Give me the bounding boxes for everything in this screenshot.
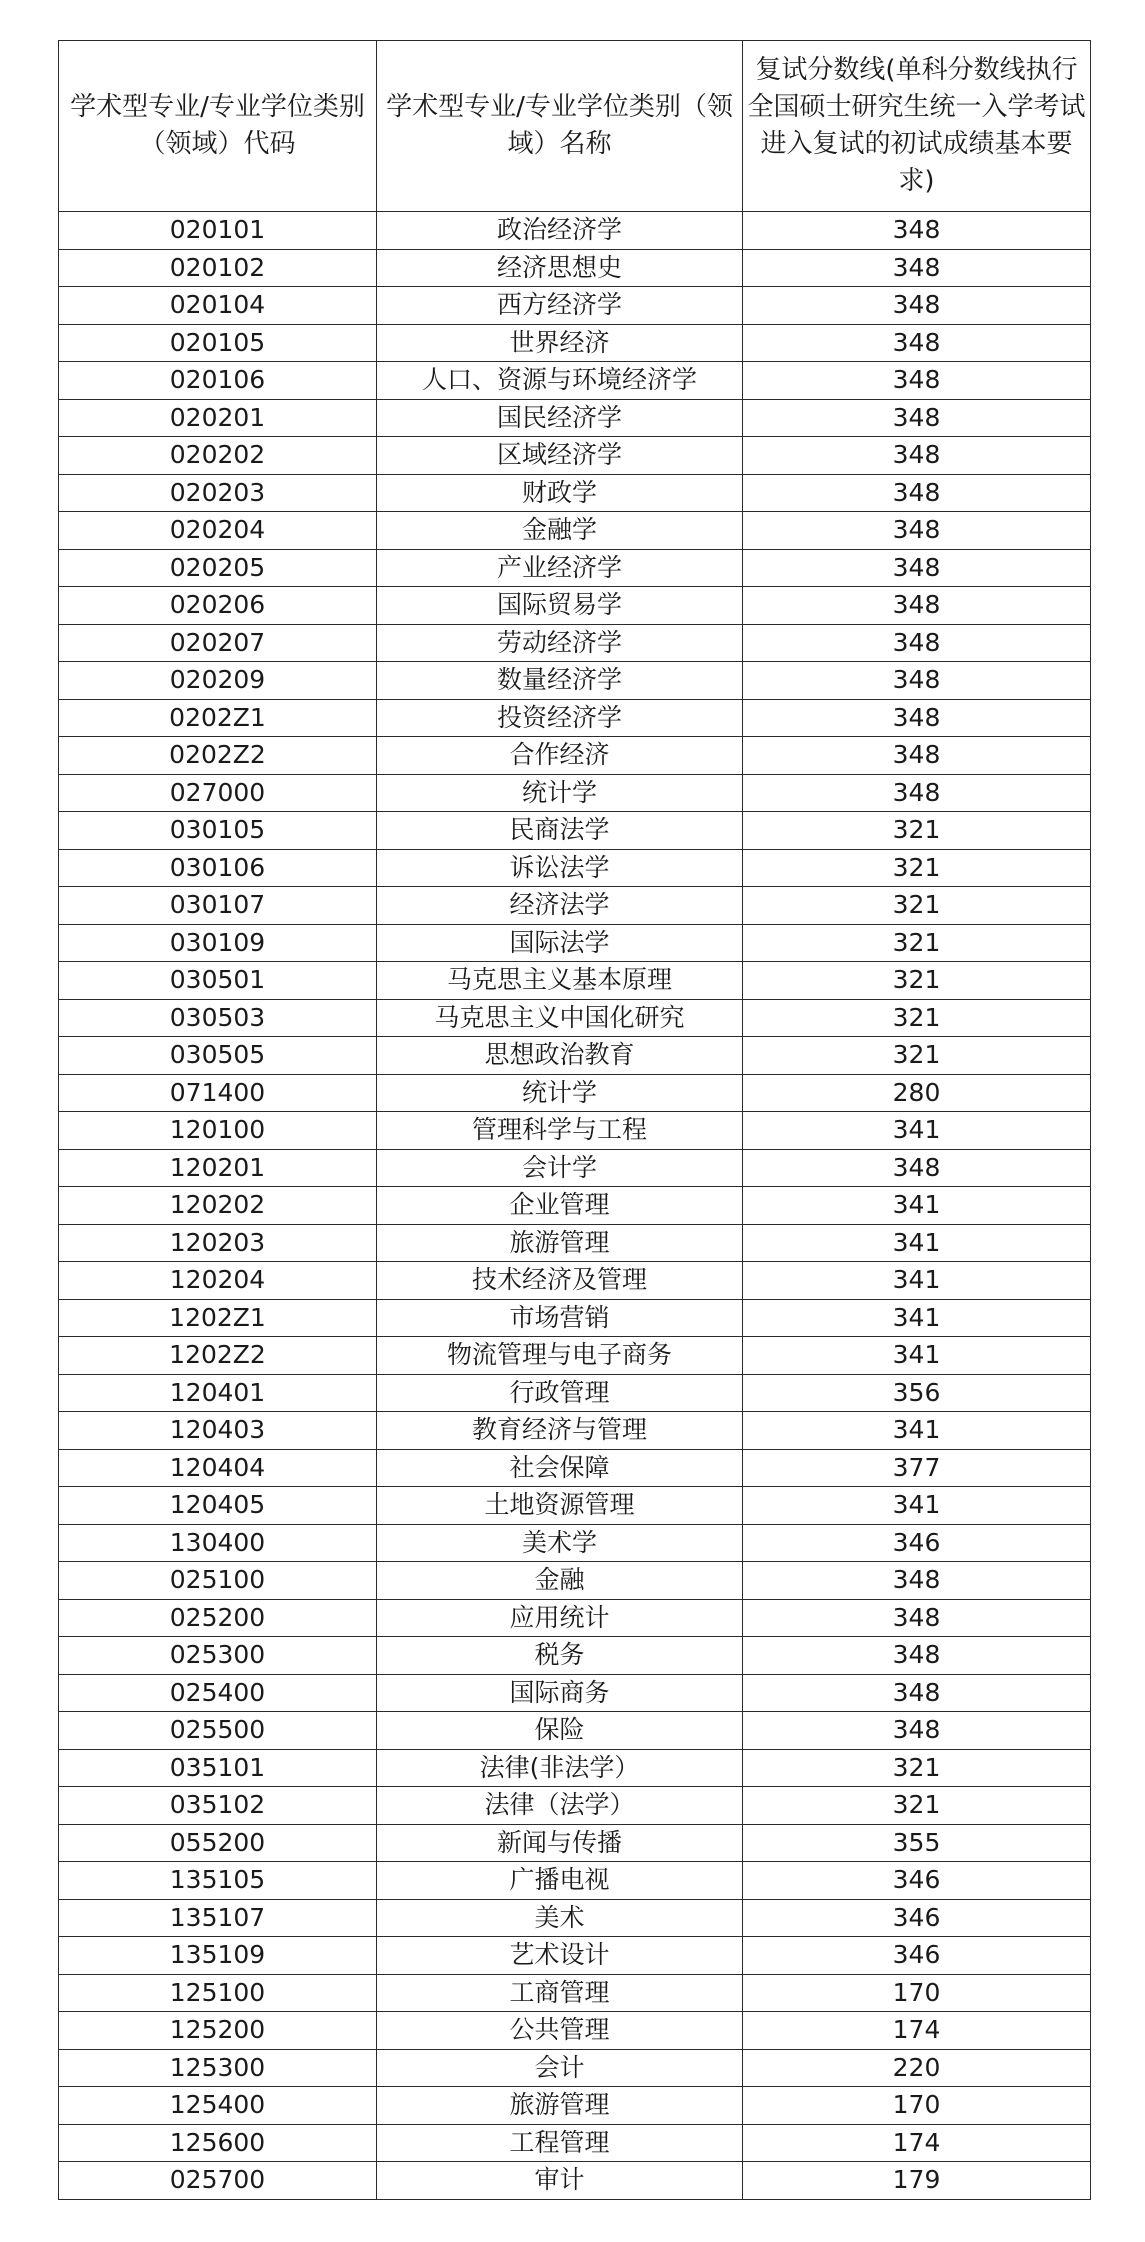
cell-code: 120201 <box>59 1149 377 1187</box>
cell-name: 马克思主义中国化研究 <box>377 999 743 1037</box>
cell-score: 348 <box>743 324 1091 362</box>
cell-name: 国民经济学 <box>377 399 743 437</box>
table-row <box>59 1224 1091 1262</box>
cell-name: 社会保障 <box>377 1449 743 1487</box>
cell-name: 工商管理 <box>377 1974 743 2012</box>
cell-code: 020209 <box>59 662 377 700</box>
cell-code: 035101 <box>59 1749 377 1787</box>
cell-code: 020102 <box>59 249 377 287</box>
cell-score: 348 <box>743 587 1091 625</box>
cell-score: 170 <box>743 1974 1091 2012</box>
cell-name: 新闻与传播 <box>377 1824 743 1862</box>
table-row <box>59 1749 1091 1787</box>
table-row <box>59 662 1091 700</box>
cell-score: 341 <box>743 1487 1091 1525</box>
cell-score: 179 <box>743 2162 1091 2200</box>
cell-code: 020203 <box>59 474 377 512</box>
table-row <box>59 699 1091 737</box>
cell-score: 348 <box>743 1149 1091 1187</box>
cell-name: 西方经济学 <box>377 287 743 325</box>
cell-code: 120204 <box>59 1262 377 1300</box>
cell-code: 120403 <box>59 1412 377 1450</box>
cell-code: 030105 <box>59 812 377 850</box>
cell-code: 120404 <box>59 1449 377 1487</box>
cell-code: 135105 <box>59 1862 377 1900</box>
table-row <box>59 1412 1091 1450</box>
cell-name: 法律(非法学） <box>377 1749 743 1787</box>
table-row <box>59 1824 1091 1862</box>
cell-code: 030503 <box>59 999 377 1037</box>
table-row <box>59 1074 1091 1112</box>
cell-score: 346 <box>743 1862 1091 1900</box>
cell-score: 348 <box>743 699 1091 737</box>
cell-code: 120100 <box>59 1112 377 1150</box>
cell-name: 法律（法学） <box>377 1787 743 1825</box>
table-row <box>59 287 1091 325</box>
cell-code: 130400 <box>59 1524 377 1562</box>
cell-score: 321 <box>743 887 1091 925</box>
cell-score: 341 <box>743 1112 1091 1150</box>
cell-name: 艺术设计 <box>377 1937 743 1975</box>
header-code: 学术型专业/专业学位类别（领域）代码 <box>59 41 377 212</box>
cell-score: 348 <box>743 399 1091 437</box>
table-row <box>59 362 1091 400</box>
cell-code: 020105 <box>59 324 377 362</box>
header-row <box>59 41 1091 212</box>
cell-code: 020201 <box>59 399 377 437</box>
cell-name: 应用统计 <box>377 1599 743 1637</box>
cell-name: 物流管理与电子商务 <box>377 1337 743 1375</box>
table-row <box>59 474 1091 512</box>
cell-code: 030505 <box>59 1037 377 1075</box>
table-row <box>59 587 1091 625</box>
cell-score: 348 <box>743 1562 1091 1600</box>
table-row <box>59 1674 1091 1712</box>
cell-name: 金融学 <box>377 512 743 550</box>
cell-code: 020104 <box>59 287 377 325</box>
cell-code: 025200 <box>59 1599 377 1637</box>
table-row <box>59 774 1091 812</box>
cell-code: 027000 <box>59 774 377 812</box>
cell-name: 技术经济及管理 <box>377 1262 743 1300</box>
table-row <box>59 249 1091 287</box>
cell-code: 055200 <box>59 1824 377 1862</box>
cell-code: 020204 <box>59 512 377 550</box>
cell-name: 财政学 <box>377 474 743 512</box>
cell-score: 348 <box>743 474 1091 512</box>
cell-score: 321 <box>743 1749 1091 1787</box>
cell-score: 377 <box>743 1449 1091 1487</box>
cell-score: 321 <box>743 1037 1091 1075</box>
cell-score: 348 <box>743 1599 1091 1637</box>
cell-score: 280 <box>743 1074 1091 1112</box>
cell-code: 1202Z2 <box>59 1337 377 1375</box>
cell-name: 税务 <box>377 1637 743 1675</box>
cell-score: 348 <box>743 249 1091 287</box>
table-row <box>59 1599 1091 1637</box>
table-row <box>59 1487 1091 1525</box>
table-body <box>59 212 1091 2200</box>
table-row <box>59 1112 1091 1150</box>
table-row <box>59 999 1091 1037</box>
cell-score: 341 <box>743 1187 1091 1225</box>
cell-code: 025500 <box>59 1712 377 1750</box>
cell-code: 0202Z1 <box>59 699 377 737</box>
cell-name: 数量经济学 <box>377 662 743 700</box>
cell-score: 348 <box>743 287 1091 325</box>
cell-name: 公共管理 <box>377 2012 743 2050</box>
cell-name: 人口、资源与环境经济学 <box>377 362 743 400</box>
cell-score: 341 <box>743 1337 1091 1375</box>
cell-score: 348 <box>743 549 1091 587</box>
cell-code: 120203 <box>59 1224 377 1262</box>
cell-name: 会计 <box>377 2049 743 2087</box>
cell-code: 030106 <box>59 849 377 887</box>
cell-code: 030501 <box>59 962 377 1000</box>
table-row <box>59 1899 1091 1937</box>
cell-name: 旅游管理 <box>377 1224 743 1262</box>
table-row <box>59 212 1091 250</box>
table-row <box>59 887 1091 925</box>
table-row <box>59 2049 1091 2087</box>
table-row <box>59 2162 1091 2200</box>
cell-name: 保险 <box>377 1712 743 1750</box>
cell-score: 348 <box>743 662 1091 700</box>
cell-score: 348 <box>743 774 1091 812</box>
cell-name: 工程管理 <box>377 2124 743 2162</box>
cell-name: 诉讼法学 <box>377 849 743 887</box>
cell-name: 管理科学与工程 <box>377 1112 743 1150</box>
cell-code: 020202 <box>59 437 377 475</box>
cell-code: 135109 <box>59 1937 377 1975</box>
cell-score: 321 <box>743 849 1091 887</box>
table-row <box>59 324 1091 362</box>
cell-score: 348 <box>743 1674 1091 1712</box>
cell-code: 020206 <box>59 587 377 625</box>
table-row <box>59 1337 1091 1375</box>
cell-name: 旅游管理 <box>377 2087 743 2125</box>
table-row <box>59 962 1091 1000</box>
table-row <box>59 1299 1091 1337</box>
cell-name: 金融 <box>377 1562 743 1600</box>
cell-score: 341 <box>743 1262 1091 1300</box>
cell-score: 321 <box>743 999 1091 1037</box>
cell-name: 审计 <box>377 2162 743 2200</box>
table-row <box>59 1037 1091 1075</box>
cell-name: 美术 <box>377 1899 743 1937</box>
cell-score: 220 <box>743 2049 1091 2087</box>
header-score: 复试分数线(单科分数线执行全国硕士研究生统一入学考试进入复试的初试成绩基本要求) <box>743 41 1091 212</box>
cell-name: 国际商务 <box>377 1674 743 1712</box>
cell-code: 030107 <box>59 887 377 925</box>
cell-code: 020101 <box>59 212 377 250</box>
cell-code: 125600 <box>59 2124 377 2162</box>
cell-code: 071400 <box>59 1074 377 1112</box>
cell-code: 125200 <box>59 2012 377 2050</box>
table-row <box>59 2124 1091 2162</box>
table-row <box>59 549 1091 587</box>
cell-name: 广播电视 <box>377 1862 743 1900</box>
table-row <box>59 1449 1091 1487</box>
cell-score: 346 <box>743 1937 1091 1975</box>
cell-name: 行政管理 <box>377 1374 743 1412</box>
table-row <box>59 849 1091 887</box>
table-row <box>59 1262 1091 1300</box>
cell-code: 125100 <box>59 1974 377 2012</box>
cell-name: 马克思主义基本原理 <box>377 962 743 1000</box>
cell-name: 投资经济学 <box>377 699 743 737</box>
cell-name: 统计学 <box>377 774 743 812</box>
cell-score: 348 <box>743 1637 1091 1675</box>
cell-score: 174 <box>743 2012 1091 2050</box>
table-row <box>59 1374 1091 1412</box>
cell-score: 348 <box>743 212 1091 250</box>
cell-score: 341 <box>743 1224 1091 1262</box>
cell-name: 劳动经济学 <box>377 624 743 662</box>
cell-name: 区域经济学 <box>377 437 743 475</box>
cell-code: 030109 <box>59 924 377 962</box>
table-row <box>59 624 1091 662</box>
cell-name: 国际贸易学 <box>377 587 743 625</box>
cell-score: 174 <box>743 2124 1091 2162</box>
cell-code: 025100 <box>59 1562 377 1600</box>
cell-name: 统计学 <box>377 1074 743 1112</box>
table-row <box>59 1787 1091 1825</box>
cell-name: 思想政治教育 <box>377 1037 743 1075</box>
table-row <box>59 2087 1091 2125</box>
cell-code: 020207 <box>59 624 377 662</box>
cell-code: 020205 <box>59 549 377 587</box>
cell-score: 348 <box>743 362 1091 400</box>
cell-name: 经济法学 <box>377 887 743 925</box>
cell-score: 346 <box>743 1524 1091 1562</box>
cell-name: 国际法学 <box>377 924 743 962</box>
table-row <box>59 512 1091 550</box>
table-row <box>59 1637 1091 1675</box>
cell-name: 市场营销 <box>377 1299 743 1337</box>
table-row <box>59 437 1091 475</box>
cell-name: 经济思想史 <box>377 249 743 287</box>
cell-code: 035102 <box>59 1787 377 1825</box>
cell-code: 120401 <box>59 1374 377 1412</box>
cell-code: 020106 <box>59 362 377 400</box>
cell-name: 民商法学 <box>377 812 743 850</box>
table-row <box>59 399 1091 437</box>
table-row <box>59 737 1091 775</box>
cell-score: 321 <box>743 962 1091 1000</box>
cell-code: 125300 <box>59 2049 377 2087</box>
cell-score: 321 <box>743 1787 1091 1825</box>
cell-code: 135107 <box>59 1899 377 1937</box>
cell-name: 合作经济 <box>377 737 743 775</box>
cell-code: 025700 <box>59 2162 377 2200</box>
table-row <box>59 1712 1091 1750</box>
cell-name: 会计学 <box>377 1149 743 1187</box>
cell-code: 0202Z2 <box>59 737 377 775</box>
cell-score: 321 <box>743 924 1091 962</box>
table-header <box>59 41 1091 212</box>
cell-name: 政治经济学 <box>377 212 743 250</box>
cell-score: 321 <box>743 812 1091 850</box>
cell-name: 世界经济 <box>377 324 743 362</box>
table-row <box>59 1862 1091 1900</box>
header-name: 学术型专业/专业学位类别（领域）名称 <box>377 41 743 212</box>
table-row <box>59 1149 1091 1187</box>
table-row <box>59 1562 1091 1600</box>
cell-code: 025300 <box>59 1637 377 1675</box>
cell-score: 348 <box>743 512 1091 550</box>
table-row <box>59 1524 1091 1562</box>
cell-name: 产业经济学 <box>377 549 743 587</box>
cell-score: 341 <box>743 1412 1091 1450</box>
cell-score: 348 <box>743 1712 1091 1750</box>
cell-score: 341 <box>743 1299 1091 1337</box>
table-row <box>59 1937 1091 1975</box>
cell-code: 120405 <box>59 1487 377 1525</box>
table-row <box>59 924 1091 962</box>
cell-name: 美术学 <box>377 1524 743 1562</box>
table-row <box>59 1187 1091 1225</box>
cell-score: 356 <box>743 1374 1091 1412</box>
cell-score: 348 <box>743 624 1091 662</box>
table-row <box>59 2012 1091 2050</box>
cell-code: 125400 <box>59 2087 377 2125</box>
table-row <box>59 1974 1091 2012</box>
score-table <box>58 40 1091 2200</box>
cell-name: 教育经济与管理 <box>377 1412 743 1450</box>
cell-name: 土地资源管理 <box>377 1487 743 1525</box>
cell-code: 1202Z1 <box>59 1299 377 1337</box>
cell-code: 025400 <box>59 1674 377 1712</box>
cell-score: 170 <box>743 2087 1091 2125</box>
cell-score: 355 <box>743 1824 1091 1862</box>
cell-name: 企业管理 <box>377 1187 743 1225</box>
cell-score: 348 <box>743 437 1091 475</box>
cell-code: 120202 <box>59 1187 377 1225</box>
cell-score: 348 <box>743 737 1091 775</box>
table-row <box>59 812 1091 850</box>
cell-score: 346 <box>743 1899 1091 1937</box>
